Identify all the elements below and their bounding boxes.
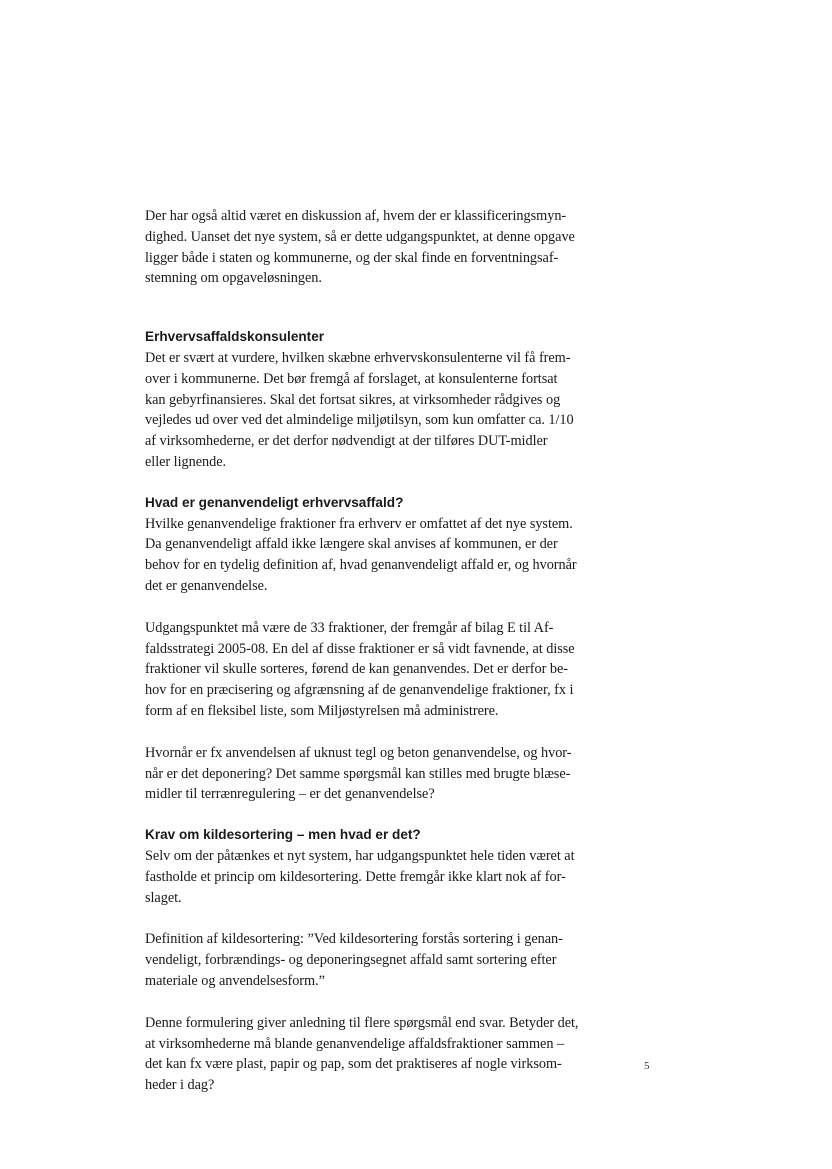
section-paragraph: Definition af kildesortering: ”Ved kildesortering forstås sortering i genan- vendeligt, forbrændings- og deponeringsegnet affald samt sortering efter materiale og anvendelsesform.” (145, 931, 563, 989)
section-genanvendeligt-erhvervsaffald (145, 493, 615, 805)
page-number: 5 (644, 1060, 650, 1072)
section-paragraph: Hvornår er fx anvendelsen af uknust tegl og beton genanvendelse, og hvor- når er det deponering? Det samme spørgsmål kan stilles med brugte blæse- midler til terrænregulering – er det genanvendelse? (145, 744, 572, 803)
section-heading: Erhvervsaffaldskonsulenter (145, 329, 325, 345)
section-heading: Hvad er genanvendeligt erhvervsaffald? (145, 494, 404, 510)
section-erhvervsaffaldskonsulenter (145, 327, 615, 473)
section-krav-om-kildesortering (145, 825, 615, 1096)
intro-paragraph: Der har også altid været en diskussion af, hvem der er klassificeringsmyn- dighed. Uanset det nye system, så er dette udgangspunktet, at denne opgave ligger både i staten og kommunerne, og der skal finde en forventningsaf- stemning om opgaveløsningen. (145, 208, 575, 287)
section-paragraph: Det er svært at vurdere, hvilken skæbne erhvervskonsulenterne vil få frem- over i kommunerne. Det bør fremgå af forslaget, at konsulenterne fortsat kan gebyrfinansieres. Skal det fortsat sikres, at virksomheder rådgives og vejledes ud over ved det almindelige miljøtilsyn, som kun omfatter ca. 1/10 af virksomhederne, er det derfor nødvendigt at der tilføres DUT-midler eller lignende. (145, 349, 574, 470)
page-content (145, 206, 615, 1096)
section-paragraph: Denne formulering giver anledning til flere spørgsmål end svar. Betyder det, at virksomhederne må blande genanvendelige affaldsfraktioner sammen – det kan fx være plast, papir og pap, som det praktiseres af nogle virksom- heder i dag? (145, 1014, 579, 1094)
section-paragraph: Hvilke genanvendelige fraktioner fra erhverv er omfattet af det nye system. Da genanvendeligt affald ikke længere skal anvises af kommunen, er der behov for en tydelig definition af, hvad genanvendeligt affald er, og hvornår det er genanvendelse. (145, 515, 577, 594)
section-heading: Krav om kildesortering – men hvad er det? (145, 827, 421, 843)
section-paragraph: Udgangspunktet må være de 33 fraktioner, der fremgår af bilag E til Af- faldsstrategi 2005-08. En del af disse fraktioner er så vidt favnende, at disse fraktioner vil skulle sorteres, førend de kan genanvendes. Det er derfor be- hov for en præcisering og afgrænsning af de genanvendelige fraktioner, fx i form af en fleksibel liste, som Miljøstyrelsen må administrere. (145, 619, 575, 719)
section-paragraph: Selv om der påtænkes et nyt system, har udgangspunktet hele tiden været at fastholde et princip om kildesortering. Dette fremgår ikke klart nok af for- slaget. (145, 847, 575, 906)
